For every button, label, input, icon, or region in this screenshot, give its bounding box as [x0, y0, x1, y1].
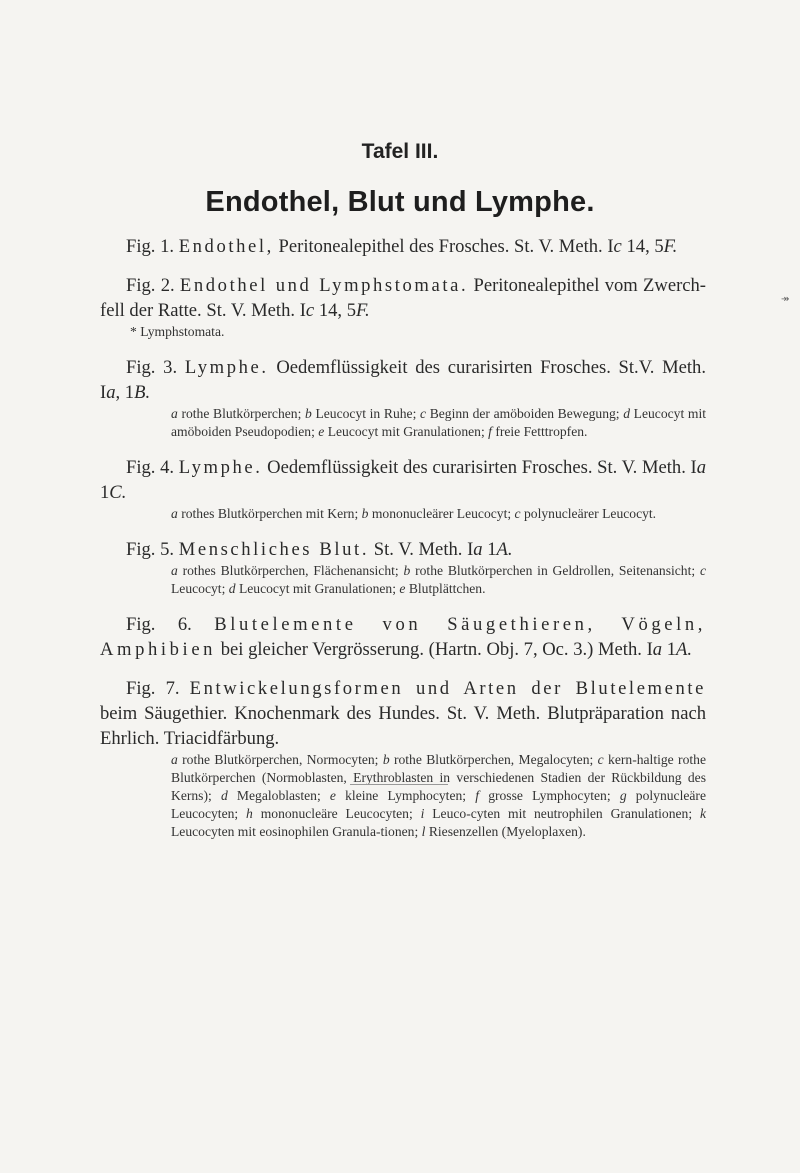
figure-description: Peritonealepithel des Frosches. St. V. Meth. I — [278, 236, 614, 257]
legend-key: g — [619, 788, 627, 803]
legend-text: Megaloblasten; — [227, 788, 330, 803]
legend-key: a — [171, 406, 178, 421]
legend-text: Leuco-cyten mit neutrophilen Granulationen; — [424, 806, 700, 821]
legend-text: Riesenzellen (Myeloplaxen). — [425, 824, 586, 839]
figure-6: Fig. 6. Blutelemente von Säugethieren, Vögeln, Amphibien bei gleicher Vergrösserung. (Hartn. Obj. 7, Oc. 3.) Meth. Ia 1A. — [100, 614, 707, 660]
legend-text: Leucocyt mit Granulationen; — [324, 424, 489, 439]
legend-key: b — [361, 506, 369, 521]
legend-text: polynucleärer Leucocyt. — [520, 506, 657, 521]
legend-key: d — [228, 581, 236, 596]
figure-number: Fig. 5. — [126, 539, 175, 560]
legend-key: e — [399, 581, 406, 596]
figure-1: Fig. 1. Endothel, Peritonealepithel des Frosches. St. V. Meth. Ic 14, 5F. — [126, 236, 678, 257]
legend-text: Blutplättchen. — [405, 581, 486, 596]
legend-key: d — [220, 788, 228, 803]
figure-name: Lymphe. — [184, 357, 269, 378]
legend-text: rothes Blutkörperchen, Flächenansicht; — [177, 563, 404, 578]
figure-description: Oedemflüssigkeit des curarisirten Frosches. St. V. Meth. I — [267, 457, 697, 478]
closing-rule — [350, 784, 448, 785]
legend-key: b — [382, 752, 390, 767]
legend-text: rothes Blutkörperchen mit Kern; — [177, 506, 362, 521]
legend-text: Beginn der amöboiden Bewegung; — [426, 406, 624, 421]
legend-key: d — [623, 406, 631, 421]
figure-name: Lymphe. — [178, 457, 263, 478]
legend-text: Leucocyten mit eosinophilen Granula-tionen; — [171, 824, 422, 839]
legend-key: a — [171, 752, 178, 767]
legend-key: e — [329, 788, 336, 803]
legend-text: grosse Lymphocyten; — [479, 788, 620, 803]
figure-legend — [171, 405, 706, 441]
legend-text: freie Fetttropfen. — [491, 424, 588, 439]
figure-description: Peritonealepithel vom Zwerch-fell der Ratte. St. V. Meth. I — [100, 275, 706, 321]
legend-key: a — [171, 506, 178, 521]
legend-key: b — [305, 406, 312, 421]
figure-legend — [171, 505, 706, 523]
legend-text: mononucleärer Leucocyt; — [368, 506, 515, 521]
legend-key: c — [420, 406, 427, 421]
page-title: Endothel, Blut und Lymphe. — [205, 186, 595, 218]
figure-description: bei gleicher Vergrösserung. (Hartn. Obj. 7, Oc. 3.) Meth. I — [220, 639, 653, 660]
legend-text: Leucocyt in Ruhe; — [311, 406, 420, 421]
legend-text: polynucleäre Leucocyten; — [171, 788, 706, 821]
figure-description: Oedemflüssigkeit des curarisirten Frosches. St.V. Meth. I — [100, 357, 706, 403]
legend-key: h — [246, 806, 253, 821]
figure-3: Fig. 3. Lymphe. Oedemflüssigkeit des curarisirten Frosches. St.V. Meth. Ia, 1B. a rothe Blutkörperchen; b Leucocyt in Ruhe; c Beginn der amöboiden Bewegung; d Leucocyt mit amöboiden Pseudopodien; e Leucocyt mit Granulationen; f freie Fetttropfen. — [100, 357, 707, 439]
plate-label: Tafel III. — [361, 140, 439, 163]
legend-key: l — [421, 824, 426, 839]
figure-name: Endothel und Lymphstomata. — [179, 275, 469, 296]
margin-mark-icon: ↠ — [781, 294, 790, 305]
legend-text: Leucocyt mit Granulationen; — [235, 581, 400, 596]
legend-text: kern-haltige rothe Blutkörperchen (Normoblasten, Erythroblasten in verschiedenen Stadien der Rückbildung des Kerns); — [171, 752, 706, 803]
legend-key: c — [699, 563, 706, 578]
figure-number: Fig. 7. — [126, 678, 180, 699]
figure-7 — [100, 676, 706, 841]
figure-2: Fig. 2. Endothel und Lymphstomata. Peritonealepithel vom Zwerch-fell der Ratte. St. V. Meth. Ic 14, 5F. * Lymphstomata. — [100, 275, 706, 339]
legend-key: f — [475, 788, 480, 803]
figure-number: Fig. 3. — [126, 357, 178, 378]
figure-name: Blutelemente von Säugethieren, Vögeln, Amphibien — [100, 614, 707, 660]
legend-text: rothe Blutkörperchen in Geldrollen, Seitenansicht; — [410, 563, 700, 578]
figure-number: Fig. 6. — [126, 614, 192, 635]
legend-text: Leucocyt mit amöboiden Pseudopodien; — [171, 406, 707, 439]
figure-5: Fig. 5. Menschliches Blut. St. V. Meth. Ia 1A. a rothes Blutkörperchen, Flächenansicht; b rothe Blutkörperchen in Geldrollen, Seitenansicht; c Leucocyt; d Leucocyt mit Granulationen; e Blutplättchen. — [126, 539, 706, 596]
figure-legend — [171, 751, 706, 841]
legend-key: k — [699, 806, 707, 821]
legend-key: a — [171, 563, 178, 578]
legend-text: rothe Blutkörperchen; — [177, 406, 305, 421]
figure-4: Fig. 4. Lymphe. Oedemflüssigkeit des curarisirten Frosches. St. V. Meth. Ia 1C. a rothes Blutkörperchen mit Kern; b mononucleärer Leucocyt; c polynucleärer Leucocyt. — [100, 457, 706, 521]
figure-number: Fig. 2. — [126, 275, 175, 296]
legend-key: i — [420, 806, 425, 821]
figure-name: Endothel, — [178, 236, 274, 257]
figure-legend — [171, 562, 706, 598]
legend-key: b — [403, 563, 411, 578]
figure-number: Fig. 1. — [126, 236, 175, 257]
legend-text: Leucocyt; — [171, 581, 229, 596]
figure-name: Entwickelungsformen und Arten der Blutelemente — [189, 678, 706, 699]
figure-description: St. V. Meth. I — [373, 539, 474, 560]
legend-text: kleine Lymphocyten; — [335, 788, 476, 803]
figure-number: Fig. 4. — [126, 457, 175, 478]
legend-text: rothe Blutkörperchen, Megalocyten; — [389, 752, 598, 767]
legend-text: rothe Blutkörperchen, Normocyten; — [177, 752, 383, 767]
legend-text: mononucleäre Leucocyten; — [252, 806, 421, 821]
figure-list — [100, 234, 706, 841]
figure-description: beim Säugethier. Knochenmark des Hundes. St. V. Meth. Blutpräparation nach Ehrlich. Triacidfärbung. — [100, 703, 706, 749]
legend-key: e — [318, 424, 325, 439]
legend-key: f — [488, 424, 492, 439]
figure-note: * Lymphstomata. — [130, 324, 225, 339]
legend-key: c — [514, 506, 521, 521]
legend-key: c — [597, 752, 604, 767]
figure-name: Menschliches Blut. — [178, 539, 370, 560]
